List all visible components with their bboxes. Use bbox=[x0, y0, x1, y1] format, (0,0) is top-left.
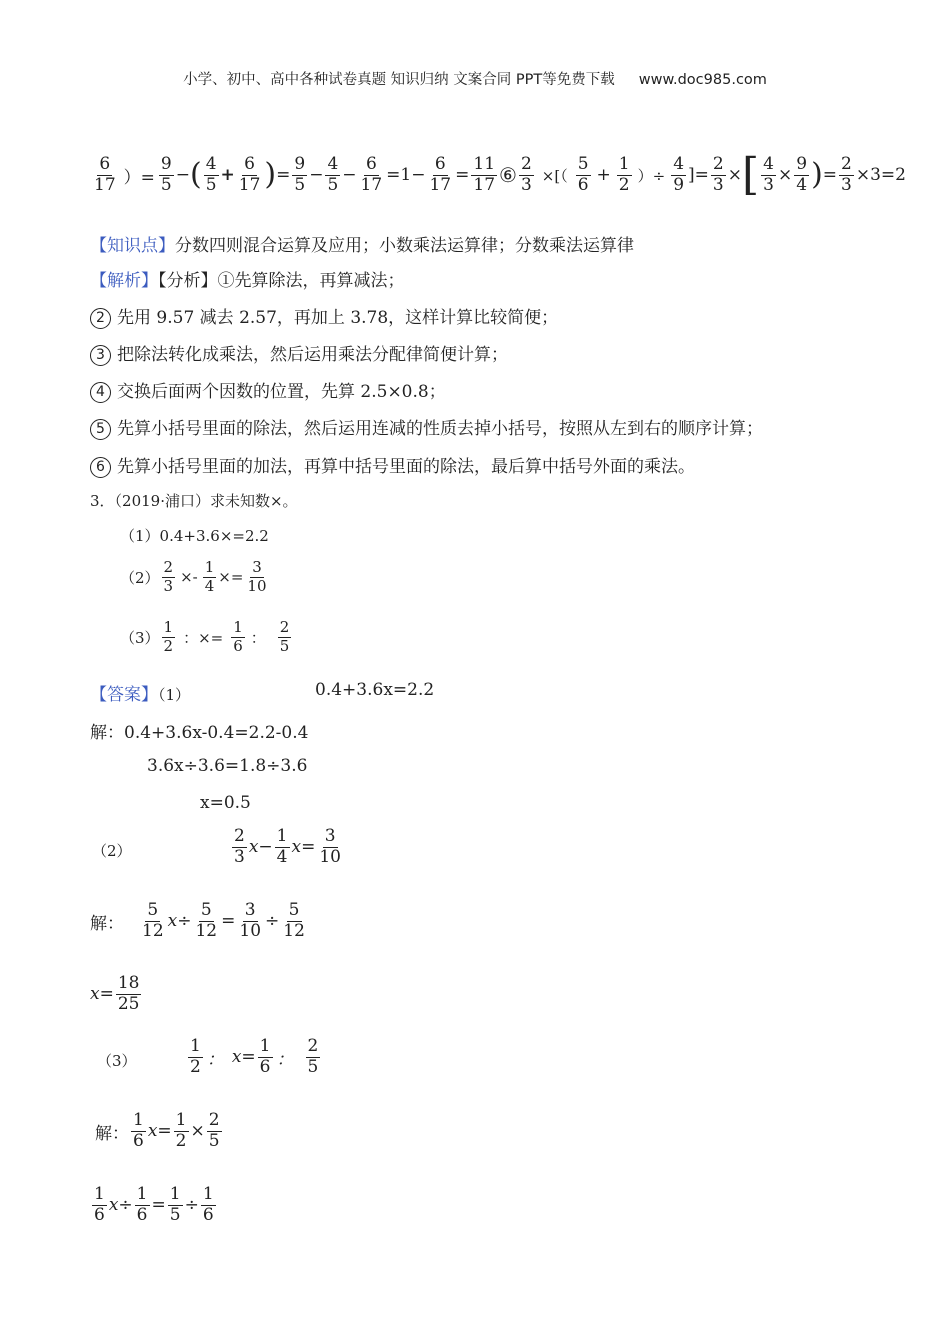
solution-label: 解： bbox=[95, 1123, 129, 1144]
denominator: 6 bbox=[233, 636, 243, 655]
operator: − bbox=[175, 165, 190, 185]
part-label: （3） bbox=[97, 1052, 137, 1070]
solution-step: 解：0.4+3.6x-0.4=2.2-0.4 bbox=[90, 723, 309, 743]
denominator: 17 bbox=[429, 174, 452, 195]
denominator: 5 bbox=[279, 636, 290, 655]
right-paren: ) bbox=[264, 157, 277, 192]
step-text: 先用 9.57 减去 2.57，再加上 3.78，这样计算比较简便； bbox=[117, 308, 559, 328]
denominator: 6 bbox=[94, 1204, 105, 1225]
operator: − bbox=[258, 837, 273, 858]
fraction bbox=[359, 153, 385, 195]
denominator: 17 bbox=[94, 174, 116, 195]
operator: + bbox=[596, 165, 611, 185]
right-paren: ) bbox=[811, 157, 823, 192]
numerator: 2 bbox=[208, 1110, 220, 1130]
variable: x bbox=[147, 1121, 158, 1142]
fraction bbox=[281, 902, 307, 941]
step-text: 交换后面两个因数的位置，先算 2.5×0.8； bbox=[117, 382, 446, 402]
fraction bbox=[306, 1038, 321, 1077]
operator: ×[（ bbox=[541, 166, 568, 185]
fraction bbox=[116, 975, 142, 1014]
left-paren: ( bbox=[189, 157, 202, 192]
fraction bbox=[325, 153, 340, 195]
numerator: 1 bbox=[133, 1110, 144, 1130]
step-number: 6 bbox=[90, 457, 111, 478]
denominator: 17 bbox=[473, 174, 496, 195]
numerator: 3 bbox=[324, 826, 336, 846]
denominator: 2 bbox=[175, 1130, 187, 1151]
fraction bbox=[278, 620, 292, 655]
denominator: 6 bbox=[577, 174, 589, 195]
numerator: 3 bbox=[244, 900, 256, 920]
analysis-text: 【分析】①先算除法，再算减法； bbox=[158, 271, 405, 291]
denominator: 4 bbox=[204, 576, 215, 595]
step-text: 把除法转化成乘法，然后运用乘法分配律简便计算； bbox=[117, 345, 508, 365]
operator: ]= bbox=[688, 165, 709, 185]
analysis-tag: 【解析】 bbox=[90, 271, 158, 291]
answer-equation-3-solution bbox=[95, 1112, 224, 1151]
fraction bbox=[519, 153, 534, 195]
operator: ：×= bbox=[183, 628, 224, 647]
step-item bbox=[90, 303, 558, 329]
fraction bbox=[317, 828, 343, 867]
numerator: 5 bbox=[288, 900, 300, 920]
numerator: 4 bbox=[205, 153, 217, 174]
variable: x bbox=[231, 1047, 242, 1068]
fraction bbox=[671, 153, 686, 195]
step-item bbox=[90, 414, 763, 440]
fraction bbox=[258, 1038, 273, 1077]
fraction bbox=[188, 1038, 203, 1077]
numerator: 5 bbox=[577, 153, 589, 174]
numerator: 11 bbox=[473, 153, 496, 174]
denominator: 5 bbox=[205, 174, 217, 195]
denominator: 5 bbox=[294, 174, 306, 195]
fraction bbox=[237, 902, 263, 941]
fraction bbox=[201, 1186, 216, 1225]
numerator: 9 bbox=[796, 153, 808, 174]
numerator: 6 bbox=[244, 153, 255, 174]
denominator: 10 bbox=[319, 846, 341, 867]
knowledge-text: 分数四则混合运算及应用；小数乘法运算律；分数乘法运算律 bbox=[175, 236, 634, 256]
fraction bbox=[711, 153, 726, 195]
operator: ）= bbox=[123, 167, 155, 188]
step-number: 2 bbox=[90, 308, 111, 329]
answer-line-1 bbox=[90, 680, 190, 705]
denominator: 12 bbox=[283, 920, 305, 941]
step-item bbox=[90, 452, 695, 478]
part-label: （2） bbox=[120, 568, 160, 587]
denominator: 5 bbox=[169, 1204, 181, 1225]
solution-label: 解： bbox=[90, 913, 124, 934]
numerator: 5 bbox=[200, 900, 212, 920]
operator: = bbox=[157, 1121, 172, 1142]
numerator: 1 bbox=[276, 826, 288, 846]
fraction bbox=[159, 153, 174, 195]
fraction bbox=[174, 1112, 189, 1151]
denominator: 17 bbox=[360, 174, 383, 195]
solution-step: 3.6x÷3.6=1.8÷3.6 bbox=[147, 756, 308, 776]
part-label: （2） bbox=[92, 842, 132, 860]
denominator: 3 bbox=[234, 846, 245, 867]
variable: x bbox=[167, 911, 178, 932]
denominator: 17 bbox=[238, 174, 261, 195]
step-number: 3 bbox=[90, 345, 111, 366]
denominator: 5 bbox=[160, 174, 172, 195]
fraction bbox=[576, 153, 591, 195]
denominator: 3 bbox=[163, 576, 174, 595]
fraction bbox=[237, 153, 263, 195]
variable: x bbox=[248, 837, 259, 858]
denominator: 25 bbox=[117, 993, 140, 1014]
analysis-head bbox=[90, 266, 405, 291]
fraction bbox=[204, 153, 219, 195]
answer-equation-2-result bbox=[90, 975, 143, 1014]
step-text: 先算小括号里面的加法，再算中括号里面的除法，最后算中括号外面的乘法。 bbox=[117, 457, 695, 477]
header-text: 小学、初中、高中各种试卷真题 知识归纳 文案合同 PPT等免费下载 bbox=[183, 72, 615, 88]
operator: − bbox=[342, 165, 357, 185]
fraction bbox=[207, 1112, 222, 1151]
denominator: 3 bbox=[763, 174, 774, 195]
fraction bbox=[162, 620, 176, 655]
operator: ×3=2 bbox=[855, 165, 906, 185]
numerator: 2 bbox=[163, 558, 174, 576]
operator: = bbox=[822, 165, 838, 185]
knowledge-point bbox=[90, 231, 634, 256]
numerator: 1 bbox=[163, 618, 174, 636]
denominator: 3 bbox=[712, 174, 724, 195]
numerator: 1 bbox=[204, 558, 215, 576]
numerator: 6 bbox=[434, 153, 446, 174]
numerator: 1 bbox=[259, 1036, 271, 1056]
answer-equation-2-solution bbox=[90, 902, 309, 941]
numerator: 1 bbox=[169, 1184, 181, 1204]
fraction bbox=[471, 153, 497, 195]
denominator: 10 bbox=[247, 576, 267, 595]
numerator: 2 bbox=[841, 153, 852, 174]
denominator: 6 bbox=[202, 1204, 214, 1225]
answer-equation-1: 0.4+3.6x=2.2 bbox=[315, 680, 435, 700]
fraction bbox=[275, 828, 290, 867]
step-number: 5 bbox=[90, 419, 111, 440]
denominator: 5 bbox=[307, 1056, 319, 1077]
denominator: 9 bbox=[673, 174, 685, 195]
operator: × bbox=[777, 165, 793, 185]
operator: = bbox=[221, 911, 236, 932]
question-title: 3．（2019·浦口）求未知数×。 bbox=[90, 492, 298, 510]
numerator: 2 bbox=[712, 153, 724, 174]
step-text: 先算小括号里面的除法，然后运用连减的性质去掉小括号，按照从左到右的顺序计算； bbox=[117, 419, 763, 439]
numerator: 18 bbox=[117, 973, 140, 993]
operator: × bbox=[727, 165, 742, 185]
denominator: 4 bbox=[796, 174, 808, 195]
variable: x bbox=[291, 837, 302, 858]
variable: x bbox=[90, 984, 100, 1005]
denominator: 2 bbox=[163, 636, 174, 655]
fraction bbox=[839, 153, 854, 195]
equation-line-top bbox=[90, 149, 906, 200]
numerator: 2 bbox=[279, 618, 290, 636]
denominator: 6 bbox=[133, 1130, 144, 1151]
fraction bbox=[135, 1186, 150, 1225]
numerator: 4 bbox=[763, 153, 774, 174]
numerator: 6 bbox=[99, 153, 111, 174]
fraction bbox=[427, 153, 453, 195]
operator: ÷ bbox=[184, 1195, 199, 1216]
left-bracket: [ bbox=[741, 149, 760, 200]
denominator: 3 bbox=[520, 174, 532, 195]
numerator: 1 bbox=[202, 1184, 214, 1204]
operator: − bbox=[309, 165, 324, 185]
fraction bbox=[231, 620, 245, 655]
operator: =1− bbox=[386, 165, 426, 185]
operator: + bbox=[220, 165, 235, 185]
operator: ÷ bbox=[118, 1195, 133, 1216]
solution-step: x=0.5 bbox=[200, 793, 251, 813]
answer-equation-2 bbox=[230, 828, 345, 867]
numerator: 9 bbox=[160, 153, 172, 174]
step-item bbox=[90, 340, 508, 366]
denominator: 2 bbox=[190, 1056, 201, 1077]
operator: = bbox=[151, 1195, 166, 1216]
fraction bbox=[292, 153, 307, 195]
numerator: 2 bbox=[234, 826, 245, 846]
denominator: 2 bbox=[618, 174, 630, 195]
part-label: （1） bbox=[158, 686, 191, 704]
fraction bbox=[131, 1112, 146, 1151]
fraction bbox=[168, 1186, 183, 1225]
fraction bbox=[203, 560, 217, 595]
fraction bbox=[162, 560, 176, 595]
denominator: 4 bbox=[276, 846, 288, 867]
operator: = bbox=[276, 165, 291, 185]
operator: ×= bbox=[218, 568, 244, 587]
operator: = bbox=[241, 1047, 256, 1068]
operator: ： bbox=[206, 1049, 224, 1070]
header-site-url: www.doc985.com bbox=[638, 72, 767, 88]
denominator: 5 bbox=[327, 174, 339, 195]
variable: x bbox=[108, 1195, 119, 1216]
numerator: 1 bbox=[233, 618, 243, 636]
answer-equation-3-step bbox=[90, 1186, 218, 1225]
fraction bbox=[92, 1186, 107, 1225]
numerator: 1 bbox=[136, 1184, 148, 1204]
step-number: 4 bbox=[90, 382, 111, 403]
operator: ÷ bbox=[177, 911, 192, 932]
step-item bbox=[90, 377, 446, 403]
numerator: 5 bbox=[147, 900, 159, 920]
denominator: 3 bbox=[841, 174, 852, 195]
circled-number: ⑥ bbox=[499, 163, 517, 187]
operator: ）÷ bbox=[637, 166, 666, 185]
numerator: 3 bbox=[252, 558, 262, 576]
numerator: 1 bbox=[175, 1110, 187, 1130]
operator: ×- bbox=[180, 568, 198, 587]
fraction bbox=[794, 153, 809, 195]
numerator: 4 bbox=[673, 153, 685, 174]
denominator: 6 bbox=[136, 1204, 148, 1225]
fraction bbox=[232, 828, 247, 867]
fraction bbox=[92, 153, 118, 195]
numerator: 1 bbox=[618, 153, 630, 174]
operator: ： bbox=[250, 628, 266, 647]
question-part-3 bbox=[120, 620, 293, 655]
numerator: 1 bbox=[190, 1036, 201, 1056]
fraction bbox=[245, 560, 268, 595]
denominator: 12 bbox=[142, 920, 164, 941]
question-part-2 bbox=[120, 560, 271, 595]
knowledge-tag: 【知识点】 bbox=[90, 236, 175, 256]
answer-tag: 【答案】 bbox=[90, 685, 158, 705]
fraction bbox=[617, 153, 632, 195]
numerator: 2 bbox=[520, 153, 532, 174]
numerator: 2 bbox=[307, 1036, 319, 1056]
denominator: 10 bbox=[239, 920, 262, 941]
operator: = bbox=[99, 984, 114, 1005]
denominator: 5 bbox=[208, 1130, 220, 1151]
denominator: 6 bbox=[259, 1056, 271, 1077]
numerator: 6 bbox=[365, 153, 377, 174]
answer-equation-3 bbox=[186, 1038, 322, 1077]
fraction bbox=[193, 902, 219, 941]
question-part-1: （1）0.4+3.6×=2.2 bbox=[120, 527, 269, 545]
operator: ÷ bbox=[265, 911, 280, 932]
operator: ： bbox=[276, 1049, 294, 1070]
operator: = bbox=[301, 837, 316, 858]
numerator: 4 bbox=[327, 153, 339, 174]
operator: × bbox=[190, 1121, 205, 1142]
fraction bbox=[761, 153, 776, 195]
denominator: 12 bbox=[195, 920, 218, 941]
operator: = bbox=[455, 165, 470, 185]
numerator: 9 bbox=[294, 153, 306, 174]
fraction bbox=[140, 902, 166, 941]
numerator: 1 bbox=[94, 1184, 105, 1204]
page-header bbox=[0, 68, 950, 89]
part-label: （3） bbox=[120, 628, 160, 647]
